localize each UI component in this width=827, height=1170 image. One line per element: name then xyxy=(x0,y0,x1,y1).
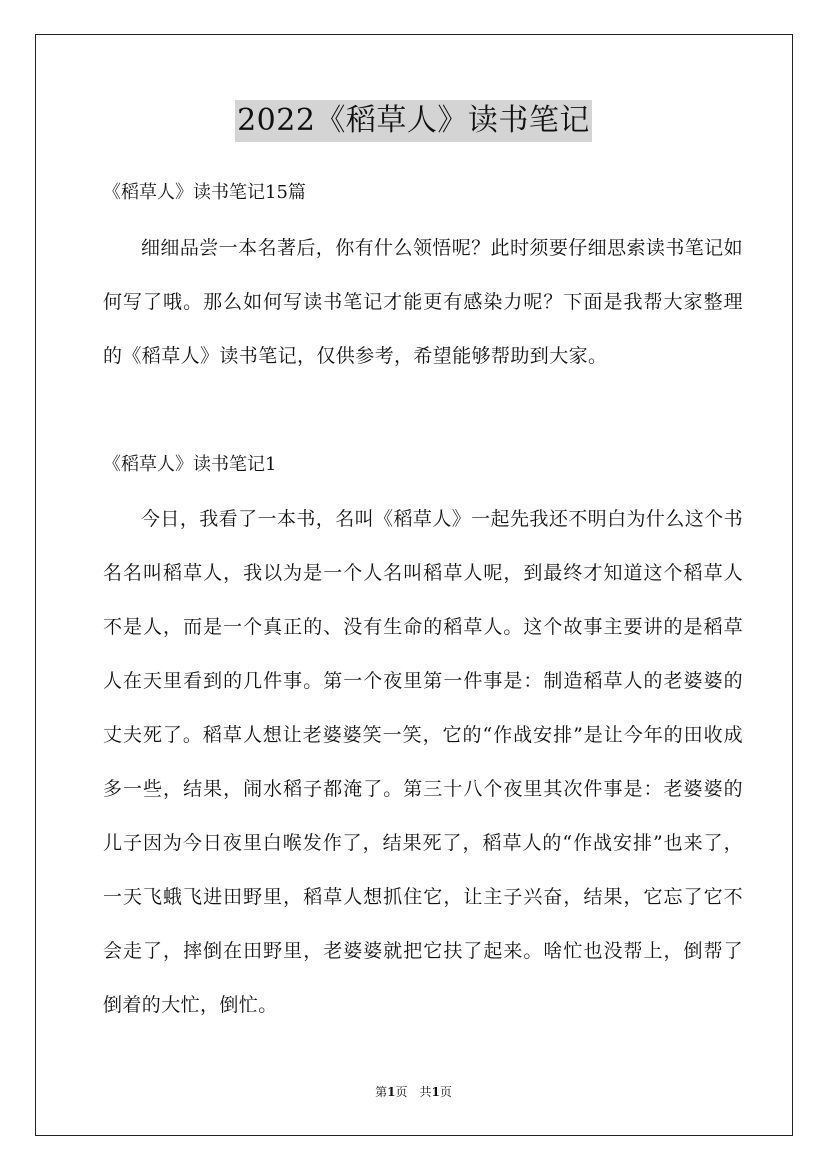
title-container xyxy=(0,100,827,142)
footer-page-total: 1 xyxy=(431,1085,440,1099)
footer-suffix: 页 xyxy=(439,1085,452,1099)
section-heading: 《稻草人》读书笔记1 xyxy=(103,454,277,475)
page-footer xyxy=(0,1084,827,1100)
document-subtitle: 《稻草人》读书笔记15篇 xyxy=(103,182,306,203)
document-title: 2022《稻草人》读书笔记 xyxy=(235,100,592,142)
footer-page-current: 1 xyxy=(387,1085,396,1099)
body-paragraph: 今日，我看了一本书，名叫《稻草人》一起先我还不明白为什么这个书名名叫稻草人，我以为是一个人名叫稻草人呢，到最终才知道这个稻草人不是人，而是一个真正的、没有生命的稻草人。这个故事主要讲的是稻草人在天里看到的几件事。第一个夜里第一件事是：制造稻草人的老婆婆的丈夫死了。稻草人想让老婆婆笑一笑，它的“作战安排”是让今年的田收成多一些，结果，闹水稻子都淹了。第三十八个夜里其次件事是：老婆婆的儿子因为今日夜里白喉发作了，结果死了，稻草人的“作战安排”也来了，一天飞蛾飞进田野里，稻草人想抓住它，让主子兴奋，结果，它忘了它不会走了，摔倒在田野里，老婆婆就把它扶了起来。啥忙也没帮上，倒帮了倒着的大忙，倒忙。 xyxy=(103,508,743,1016)
intro-paragraph: 细细品尝一本名著后，你有什么领悟呢？此时须要仔细思索读书笔记如何写了哦。那么如何写读书笔记才能更有感染力呢？下面是我帮大家整理的《稻草人》读书笔记，仅供参考，希望能够帮助到大家。 xyxy=(103,237,743,367)
footer-mid: 页 共 xyxy=(395,1085,432,1099)
footer-prefix: 第 xyxy=(375,1085,388,1099)
